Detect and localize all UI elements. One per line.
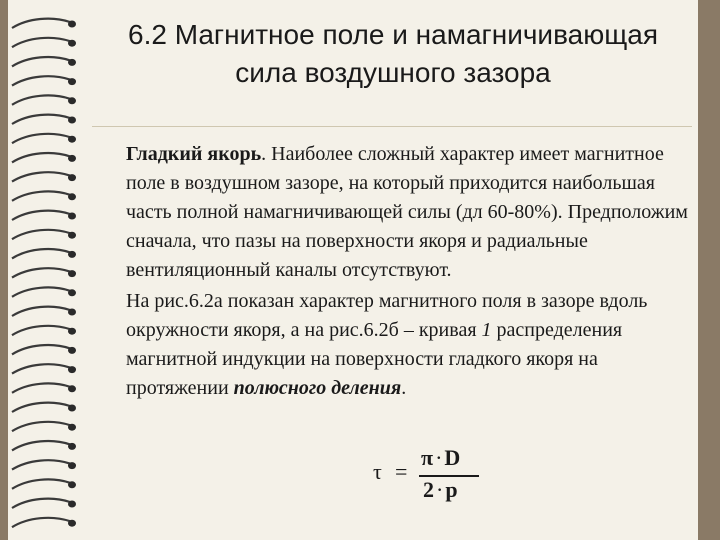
title-divider: [92, 126, 692, 127]
spiral-binding-icon: [8, 0, 88, 540]
formula-numerator: [421, 445, 460, 471]
denominator-dot: ·: [436, 477, 444, 502]
slide-body: [126, 140, 696, 405]
slide-page: [8, 0, 698, 540]
slide-title: [98, 16, 688, 92]
formula-denominator: [423, 477, 458, 503]
paragraph-2-text-a: На рис.6.2а показан характер магнитного поля в зазоре вдоль окружности якоря, а на рис.6.2б – кривая: [126, 290, 648, 341]
paragraph-2-end: .: [401, 377, 407, 399]
curve-number: 1: [481, 319, 492, 341]
formula-equals: =: [395, 459, 408, 484]
paragraph-2: [126, 287, 696, 403]
numerator-dot: ·: [435, 445, 443, 470]
paragraph-1: [126, 140, 696, 285]
denominator-two: 2: [423, 477, 434, 502]
denominator-p: p: [445, 477, 458, 502]
pole-pitch-formula: [373, 445, 483, 505]
title-line-1: 6.2 Магнитное поле и намагничивающая: [128, 19, 658, 50]
term-smooth-armature: Гладкий якорь: [126, 143, 262, 165]
numerator-pi: π: [421, 445, 434, 470]
formula-lhs: τ: [373, 459, 382, 484]
numerator-d: D: [444, 445, 461, 470]
title-line-2: сила воздушного зазора: [235, 57, 551, 88]
term-pole-pitch: полюсного деления: [233, 377, 402, 399]
paragraph-1-text: . Наиболее сложный характер имеет магнитное поле в воздушном зазоре, на который приходится наибольшая часть полной намагничивающей силы (дл 60-80%). Предположим сначала, что пазы на поверхности якоря и радиальные вентиляционный каналы отсутствуют.: [126, 143, 688, 281]
paragraph-2-text-b: распределения магнитной индукции на поверхности гладкого якоря на протяжении: [126, 319, 623, 399]
